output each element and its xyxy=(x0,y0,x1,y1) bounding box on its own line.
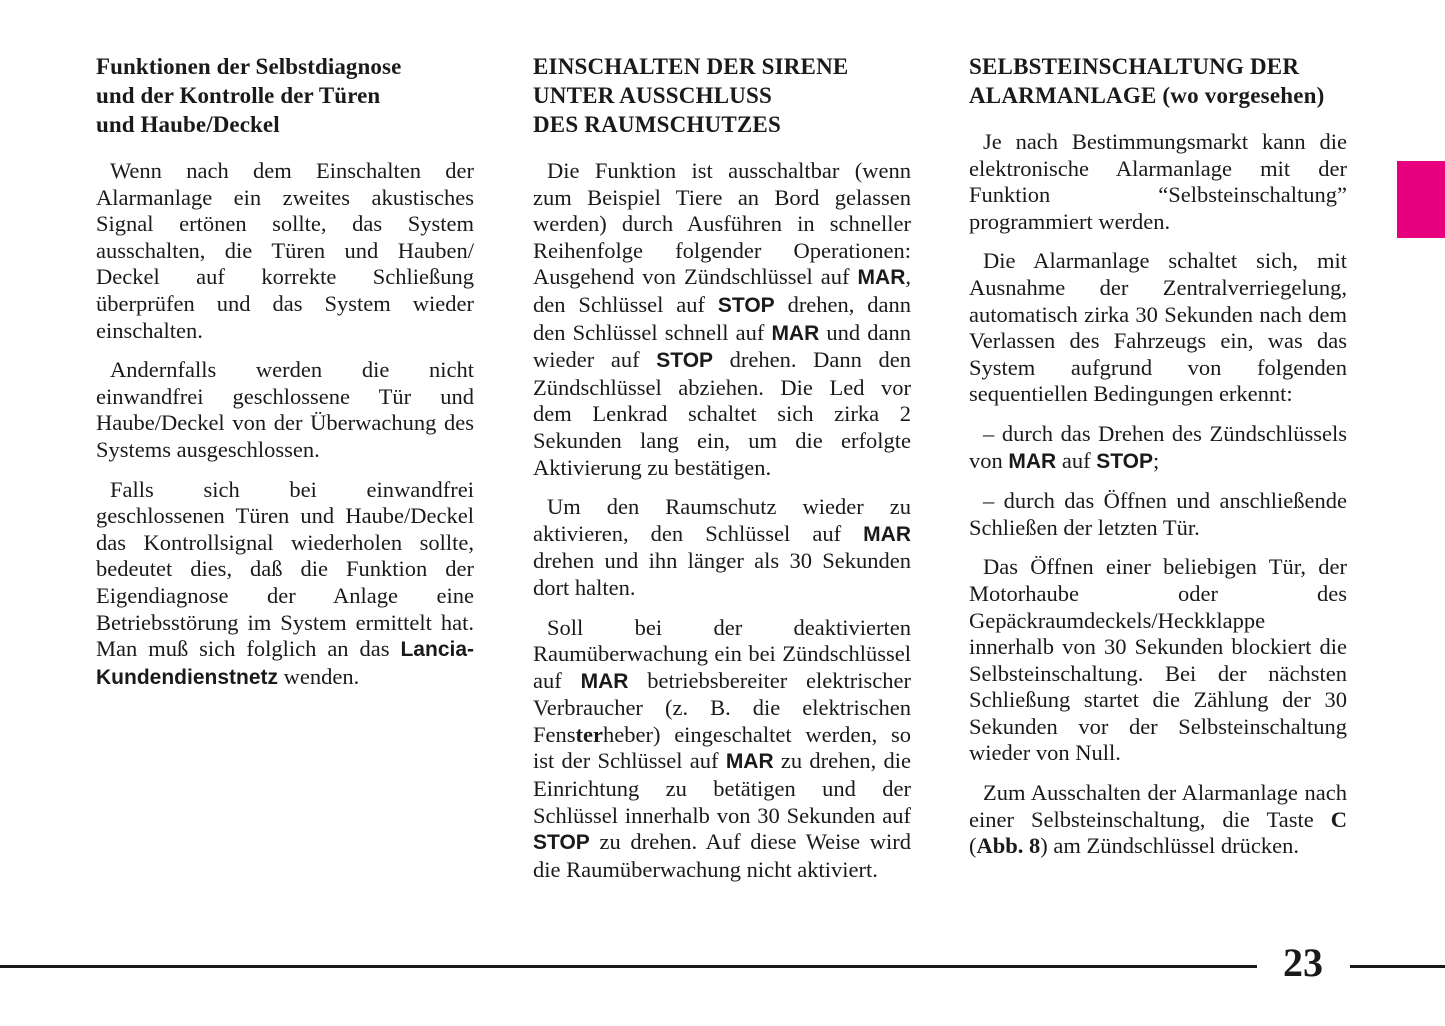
key-position-stop: STOP xyxy=(656,349,714,373)
section-heading-self-diagnosis xyxy=(96,52,474,139)
column-right xyxy=(969,52,1347,873)
text: Die Funktion ist ausschaltbar (wenn zum Beispiel Tiere an Bord gelassen werden) durch Ausführen in schneller Reihenfolge folgender Operationen: Ausgehend von Zündschlüssel auf xyxy=(533,158,911,290)
text: Zum Ausschalten der Alarmanlage nach einer Selbsteinschaltung, die Taste xyxy=(969,780,1347,832)
emphasis-ter: ter xyxy=(575,721,603,747)
list-item xyxy=(969,421,1347,475)
text: , den Schlüssel auf xyxy=(533,264,911,317)
key-position-mar: MAR xyxy=(725,750,774,774)
paragraph: Je nach Bestimmungsmarkt kann die elektronische Alarmanlage mit der Funktion “Selbsteinschaltung” programmiert werden. xyxy=(969,129,1347,234)
chapter-tab-marker xyxy=(1397,161,1445,238)
text: zu drehen. Auf diese Weise wird die Raumüberwachung nicht aktiviert. xyxy=(533,829,912,882)
text: wenden. xyxy=(283,663,360,689)
text: ) am Zündschlüssel drücken. xyxy=(1040,833,1299,859)
text: Soll bei der deaktivierten Raumüberwachung ein bei Zündschlüssel auf xyxy=(533,614,911,693)
paragraph xyxy=(96,477,474,692)
heading-line: DES RAUMSCHUTZES xyxy=(533,112,781,137)
text: zu drehen, die Einrichtung zu betätigen und der Schlüssel innerhalb von 30 Sekunden auf xyxy=(533,748,912,828)
text: und dann wieder auf xyxy=(533,319,911,373)
section-heading-siren xyxy=(533,52,911,139)
key-position-mar: MAR xyxy=(857,266,906,290)
key-position-mar: MAR xyxy=(863,522,911,546)
paragraph: Wenn nach dem Einschalten der Alarmanlage ein zweites akustisches Signal ertönen sollte, das System ausschalten, die Türen und Hauben/ Deckel auf korrekte Schließung überprüfen und das System wieder einschalten. xyxy=(96,158,474,343)
text: auf xyxy=(1061,447,1091,473)
page-number: 23 xyxy=(1283,940,1323,985)
paragraph: Das Öffnen einer beliebigen Tür, der Motorhaube oder des Gepäckraumdeckels/Heckklappe innerhalb von 30 Sekunden blockiert die Selbsteinschaltung. Bei der nächsten Schließung startet die Zählung der 30 Sekunden vor der Selbsteinschaltung wieder von Null. xyxy=(969,554,1347,766)
text: heber) eingeschaltet werden, so ist der Schlüssel auf xyxy=(533,721,911,774)
heading-line: ALARMANLAGE (wo vorgesehen) xyxy=(969,83,1325,108)
key-position-stop: STOP xyxy=(533,831,590,855)
emphasis-service-network: Lancia-Kundendienstnetz xyxy=(96,638,475,689)
key-position-mar: MAR xyxy=(1008,449,1057,473)
key-position-stop: STOP xyxy=(717,293,775,317)
paragraph: Andernfalls werden die nicht einwandfrei geschlossene Tür und Haube/Deckel von der Überwachung des Systems ausgeschlossen. xyxy=(96,357,474,462)
figure-reference: Abb. 8 xyxy=(976,833,1041,859)
footer-rule-left xyxy=(0,965,1257,968)
text: Um den Raumschutz wieder zu aktivieren, den Schlüssel auf xyxy=(533,494,911,546)
text: ( xyxy=(969,833,977,859)
footer-rule-right xyxy=(1350,965,1445,968)
paragraph xyxy=(533,494,911,601)
text: drehen und ihn länger als 30 Sekunden dort halten. xyxy=(533,548,911,600)
text: – durch das Drehen des Zündschlüssels von xyxy=(969,420,1347,473)
heading-line: Funktionen der Selbstdiagnose xyxy=(96,54,402,79)
heading-line: EINSCHALTEN DER SIRENE xyxy=(533,54,849,79)
heading-line: UNTER AUSSCHLUSS xyxy=(533,83,773,108)
text: ; xyxy=(1152,447,1160,473)
heading-line: und Haube/Deckel xyxy=(96,112,280,137)
section-heading-self-activation xyxy=(969,52,1347,110)
paragraph xyxy=(533,615,911,884)
list-item: – durch das Öffnen und anschließende Schließen der letzten Tür. xyxy=(969,488,1347,540)
column-middle xyxy=(533,52,911,896)
text: Falls sich bei einwandfrei geschlossenen Türen und Haube/Deckel das Kontrollsignal wiederholen sollte, bedeutet dies, daß die Funktion der Eigendiagnose der Anlage eine Betriebsstörung im System ermittelt hat. Man muß sich folglich an das xyxy=(96,476,474,662)
heading-line: und der Kontrolle der Türen xyxy=(96,83,381,108)
paragraph xyxy=(969,780,1347,860)
key-position-mar: MAR xyxy=(580,669,629,693)
heading-line: SELBSTEINSCHALTUNG DER xyxy=(969,54,1300,79)
text: drehen. Dann den Zündschlüssel abziehen. Die Led vor dem Lenkrad schaltet sich zirka 2 Sekunden lang ein, um die erfolgte Aktivierung zu bestätigen. xyxy=(533,347,912,480)
text: drehen, dann den Schlüssel schnell auf xyxy=(533,291,912,345)
key-position-stop: STOP xyxy=(1096,449,1153,473)
paragraph: Die Alarmanlage schaltet sich, mit Ausnahme der Zentralverriegelung, automatisch zirka 30 Sekunden nach dem Verlassen des Fahrzeugs ein, was das System aufgrund von folgenden sequentiellen Bedingungen erkennt: xyxy=(969,248,1347,407)
paragraph xyxy=(533,158,911,481)
button-reference-c: C xyxy=(1330,806,1347,832)
column-left xyxy=(96,52,474,704)
key-position-mar: MAR xyxy=(771,321,820,345)
text: betriebsbereiter elektrischer Verbraucher (z. B. die elektrischen Fens xyxy=(533,667,911,747)
